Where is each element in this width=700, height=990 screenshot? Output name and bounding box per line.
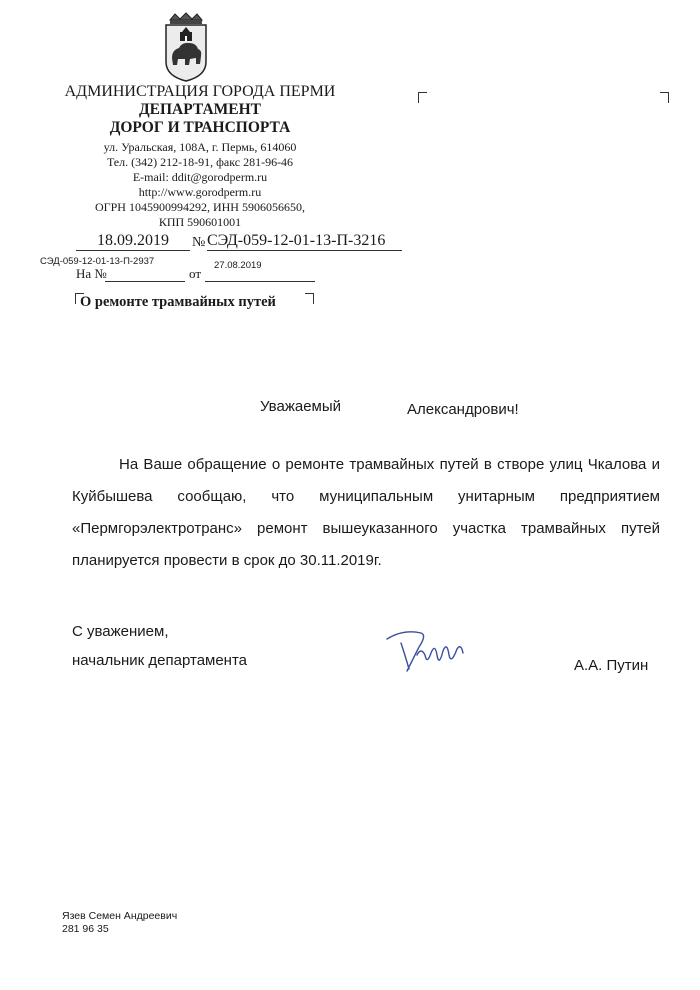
executor-phone: 281 96 35: [62, 923, 109, 935]
kpp: КПП 590601001: [158, 215, 242, 229]
registration-date: 18.09.2019: [76, 232, 190, 251]
phone-fax: Тел. (342) 212-18-91, факс 281-96-46: [106, 155, 294, 169]
address: ул. Уральская, 108А, г. Пермь, 614060: [103, 140, 297, 154]
coat-of-arms-emblem: [159, 12, 213, 82]
reference-label-from: от: [189, 266, 202, 281]
reference-date: 27.08.2019: [214, 260, 262, 271]
addressee-corner-left: [418, 92, 427, 103]
organization-name: АДМИНИСТРАЦИЯ ГОРОДА ПЕРМИ: [64, 83, 336, 100]
reference-label-on: На №: [76, 266, 107, 281]
reference-date-line: [205, 281, 315, 282]
department-subtitle: ДОРОГ И ТРАНСПОРТА: [109, 119, 291, 136]
reference-number-line: [105, 281, 185, 282]
email: E-mail: ddit@gorodperm.ru: [132, 170, 268, 184]
ogrn-inn: ОГРН 1045900994292, ИНН 5906056650,: [95, 200, 305, 214]
salutation-greeting: Уважаемый: [260, 398, 342, 415]
website: http://www.gorodperm.ru: [138, 185, 262, 199]
letter-body: [72, 449, 660, 577]
body-paragraph: На Ваше обращение о ремонте трамвайных путей в створе улиц Чкалова и Куйбышева сообщаю, что муниципальным унитарным предприятием «Пермгорэлектротранс» ремонт вышеуказанного участка трамвайных путей планируется провести в срок до 30.11.2019г.: [72, 456, 660, 569]
executor-name: Язев Семен Андреевич: [62, 910, 178, 922]
subject-line: О ремонте трамвайных путей: [80, 294, 276, 310]
department-title: ДЕПАРТАМЕНТ: [138, 101, 262, 118]
signatory-name: А.А. Путин: [574, 657, 649, 674]
reference-number: СЭД-059-12-01-13-П-2937: [40, 256, 155, 267]
number-sign: №: [192, 235, 206, 250]
closing-regards: С уважением,: [72, 623, 169, 640]
signatory-position: начальник департамента: [72, 652, 248, 669]
handwritten-signature: [383, 625, 473, 680]
registration-number: СЭД-059-12-01-13-П-3216: [207, 232, 402, 251]
subject-corner-right: [305, 293, 314, 304]
addressee-corner-right: [660, 92, 669, 103]
salutation-name: Александрович!: [407, 401, 519, 418]
